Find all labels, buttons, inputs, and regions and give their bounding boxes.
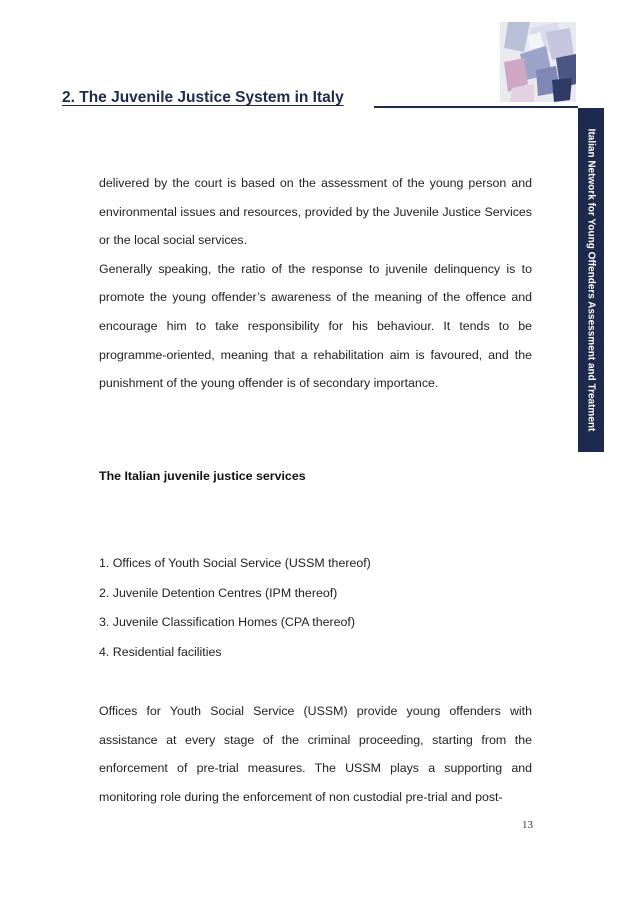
body-text-upper [99,169,532,398]
list-item: 2. Juvenile Detention Centres (IPM thereof) [99,585,338,600]
header-photo [500,22,576,102]
body-text-lower [99,697,532,811]
side-tab [578,108,604,452]
section-title: 2. The Juvenile Justice System in Italy [62,89,344,106]
paragraph-ussm: Offices for Youth Social Service (USSM) provide young offenders with assistance at every stage of the criminal proceeding, starting from the enforcement of pre-trial measures. The USSM plays a supporting and monitoring role during the enforcement of non custodial pre-trial and post- [99,704,532,804]
page-number: 13 [522,819,533,831]
abstract-photo-icon [500,22,576,102]
side-tab-label: Italian Network for Young Offenders Assessment and Treatment [585,128,597,432]
list-item: 3. Juvenile Classification Homes (CPA thereof) [99,615,355,630]
services-list [99,549,371,668]
list-item: 4. Residential facilities [99,645,222,660]
paragraph-continuation: delivered by the court is based on the assessment of the young person and environmental issues and resources, provided by the Juvenile Justice Services or the local social services. [99,176,532,248]
paragraph-ratio: Generally speaking, the ratio of the response to juvenile delinquency is to promote the young offender’s awareness of the meaning of the offence and encourage him to take responsibility for his behaviour. It tends to be programme-oriented, meaning that a rehabilitation aim is favoured, and the punishment of the young offender is of secondary importance. [99,261,532,391]
services-subheading: The Italian juvenile justice services [99,469,306,483]
title-underline-rule [374,106,578,108]
list-item: 1. Offices of Youth Social Service (USSM thereof) [99,556,371,570]
